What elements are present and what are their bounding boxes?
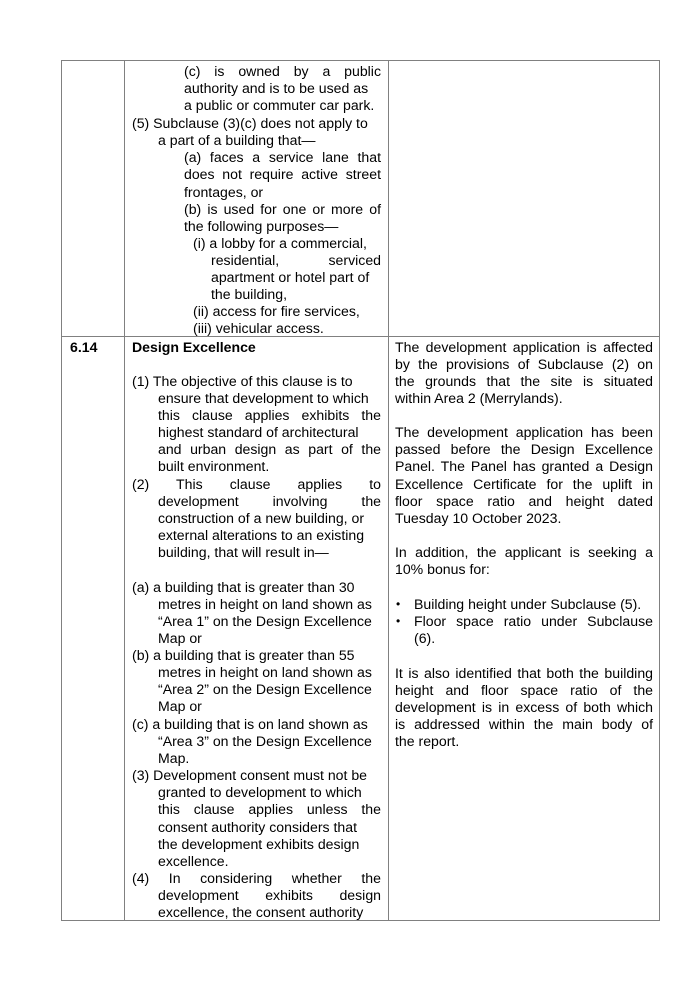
text-line: development involving the	[158, 493, 381, 509]
text-line: residential, serviced	[211, 252, 381, 268]
text-line: (4) In considering whether the	[132, 870, 381, 886]
text-line: (3) Development consent must not be	[132, 767, 368, 783]
text-line: excellence, the consent authority	[158, 904, 364, 920]
text-line: “Area 2” on the Design Excellence	[158, 681, 372, 697]
bullet-item: Floor space ratio under Subclause	[414, 613, 653, 629]
comment-line: the report.	[395, 733, 460, 749]
text-line: frontages, or	[184, 184, 264, 200]
text-line: development exhibits design	[158, 887, 381, 903]
text-line: ensure that development to which	[158, 390, 369, 406]
comment-line: is addressed within the main body of	[395, 716, 653, 732]
table-border-right	[659, 60, 660, 921]
row-divider	[61, 336, 660, 337]
text-line: construction of a new building, or	[158, 510, 365, 526]
text-line: (b) is used for one or more of	[184, 201, 381, 217]
text-line: (1) The objective of this clause is to	[132, 373, 353, 389]
text-line: (2) This clause applies to	[132, 476, 381, 492]
text-line: the following purposes—	[184, 218, 339, 234]
text-line: (i) a lobby for a commercial,	[193, 235, 367, 251]
text-line: (a) faces a service lane that	[184, 149, 381, 165]
text-line: authority and is to be used as	[184, 80, 369, 96]
text-line: granted to development to which	[158, 784, 362, 800]
text-line: (a) a building that is greater than 30	[132, 579, 355, 595]
column-divider-1	[124, 60, 125, 921]
comment-line: In addition, the applicant is seeking a	[395, 544, 653, 560]
bullet-item: (6).	[414, 630, 436, 646]
comment-line: The development application is affected	[395, 339, 653, 355]
text-line: “Area 3” on the Design Excellence	[158, 733, 372, 749]
text-line: highest standard of architectural	[158, 424, 359, 440]
comment-line: Tuesday 10 October 2023.	[395, 510, 562, 526]
table-border-top	[61, 60, 660, 61]
comment-line: the grounds that the site is situated	[395, 373, 653, 389]
text-line: this clause applies exhibits the	[158, 407, 381, 423]
comment-line: 10% bonus for:	[395, 561, 490, 577]
text-line: metres in height on land shown as	[158, 664, 372, 680]
text-line: (ii) access for fire services,	[193, 303, 360, 319]
text-line: (5) Subclause (3)(c) does not apply to	[132, 115, 368, 131]
text-line: does not require active street	[184, 166, 381, 182]
text-line: a public or commuter car park.	[184, 97, 375, 113]
bullet-icon: •	[396, 614, 401, 628]
comment-line: Excellence Certificate for the uplift in	[395, 476, 653, 492]
clause-number: 6.14	[70, 339, 98, 355]
text-line: excellence.	[158, 853, 229, 869]
bullet-icon: •	[396, 597, 401, 611]
clause-heading: Design Excellence	[132, 339, 256, 355]
text-line: and urban design as part of the	[158, 441, 381, 457]
text-line: building, that will result in—	[158, 544, 329, 560]
text-line: the development exhibits design	[158, 836, 360, 852]
table-border-left	[61, 60, 62, 921]
text-line: external alterations to an existing	[158, 527, 365, 543]
comment-line: within Area 2 (Merrylands).	[395, 390, 563, 406]
text-line: (iii) vehicular access.	[193, 320, 324, 336]
text-line: the building,	[211, 286, 288, 302]
comment-line: It is also identified that both the building	[395, 665, 653, 681]
text-line: apartment or hotel part of	[211, 269, 370, 285]
comment-line: development is in excess of both which	[395, 699, 653, 715]
column-divider-2	[388, 60, 389, 921]
bullet-item: Building height under Subclause (5).	[414, 596, 642, 612]
text-line: Map.	[158, 750, 190, 766]
text-line: a part of a building that—	[158, 132, 316, 148]
text-line: (b) a building that is greater than 55	[132, 647, 355, 663]
comment-line: The development application has been	[395, 424, 653, 440]
text-line: Map or	[158, 630, 202, 646]
comment-line: by the provisions of Subclause (2) on	[395, 356, 653, 372]
text-line: (c) a building that is on land shown as	[132, 716, 368, 732]
text-line: “Area 1” on the Design Excellence	[158, 613, 372, 629]
comment-line: floor space ratio and height dated	[395, 493, 653, 509]
comment-line: passed before the Design Excellence	[395, 441, 653, 457]
comment-line: Panel. The Panel has granted a Design	[395, 458, 653, 474]
text-line: metres in height on land shown as	[158, 596, 372, 612]
text-line: (c) is owned by a public	[184, 63, 381, 79]
text-line: Map or	[158, 698, 202, 714]
comment-line: height and floor space ratio of the	[395, 682, 653, 698]
text-line: this clause applies unless the	[158, 801, 381, 817]
text-line: built environment.	[158, 458, 270, 474]
text-line: consent authority considers that	[158, 819, 357, 835]
